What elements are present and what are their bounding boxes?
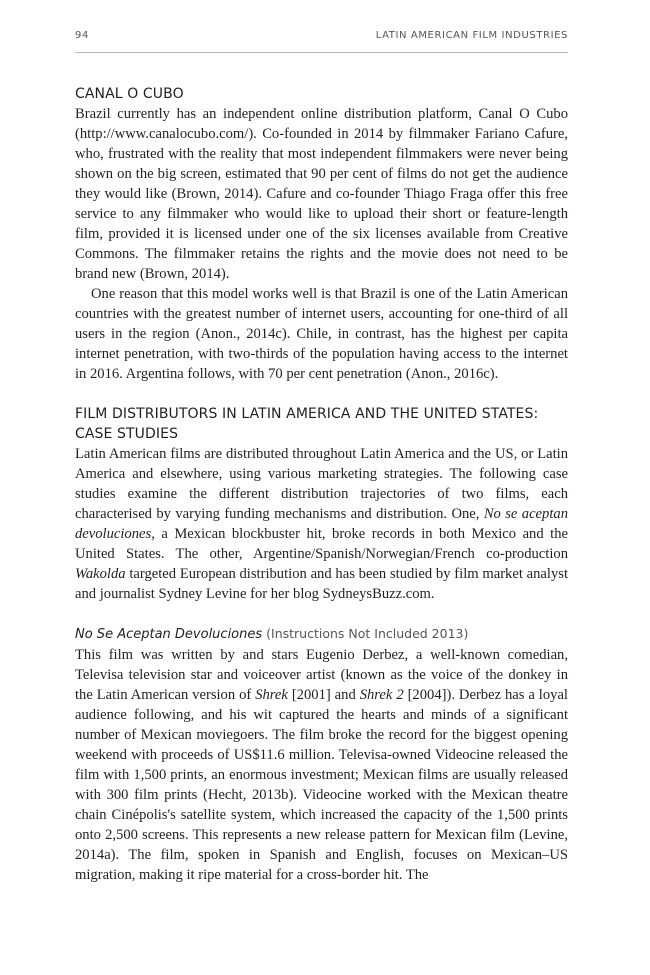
film-title-italic: No se aceptan devoluciones xyxy=(75,506,568,542)
text-run: [2004]). Derbez has a loyal audience following, and his wit captured the hearts and minds of a significant number of Mexican moviegoers. The film broke the record for the biggest opening weekend with proceeds of US$11.6 million. Televisa-owned Videocine released the film with 1,500 prints, an enormous investment; Mexican films are usually released with 300 film prints (Hecht, 2013b). Videocine worked with the Mexican theatre chain Cinépolis's satellite system, which increased the capacity of the 1,500 prints onto 2,500 screens. This represents a new release pattern for Mexican film (Levine, 2014a). The film, spoken in Spanish and English, focuses on Mexican–US migration, making it ripe material for a cross-border hit. The xyxy=(75,687,568,883)
section-heading-canal-o-cubo: CANAL O CUBO xyxy=(75,86,184,102)
page-body xyxy=(75,84,568,885)
film-title-italic: Shrek xyxy=(255,687,288,703)
paragraph-canal-o-cubo-2: One reason that this model works well is that Brazil is one of the Latin American countries with the greatest number of internet users, accounting for one-third of all users in the region (Anon., 2014c). Chile, in contrast, has the highest per capita internet penetration, with two-thirds of the population having access to the internet in 2016. Argentina follows, with 70 per cent penetration (Anon., 2016c). xyxy=(75,286,568,382)
text-run: targeted European distribution and has been studied by film market analyst and journalist Sydney Levine for her blog SydneysBuzz.com. xyxy=(75,566,568,602)
running-header xyxy=(75,30,568,50)
section-heading-film-distributors: FILM DISTRIBUTORS IN LATIN AMERICA AND THE UNITED STATES: CASE STUDIES xyxy=(75,406,539,442)
subsection-film-title: No Se Aceptan Devoluciones xyxy=(75,627,263,642)
page-number: 94 xyxy=(75,30,89,41)
paragraph-canal-o-cubo-1: Brazil currently has an independent online distribution platform, Canal O Cubo (http://www.canalocubo.com/). Co-founded in 2014 by filmmaker Fariano Cafure, who, frustrated with the reality that most independent filmmakers were never being shown on the big screen, estimated that 90 per cent of films do not get the audience they would like (Brown, 2014). Cafure and co-founder Thiago Fraga offer this free service to any filmmaker who would like to upload their short or feature-length film, provided it is licensed under one of the six licenses available from Creative Commons. The filmmaker retains the rights and the movie does not need to be brand new (Brown, 2014). xyxy=(75,106,568,282)
header-rule xyxy=(75,52,568,53)
text-run: , a Mexican blockbuster hit, broke records in both Mexico and the United States. The other, Argentine/Spanish/Norwegian/French co-production xyxy=(75,526,568,562)
text-run: This film was written by and stars Eugenio Derbez, a well-known comedian, Televisa television star and voiceover artist (known as the voice of the donkey in the Latin American version of xyxy=(75,647,568,703)
subsection-subtitle: (Instructions Not Included 2013) xyxy=(262,626,469,641)
paragraph-no-se-aceptan xyxy=(75,645,568,885)
paragraph-film-distributors xyxy=(75,444,568,604)
running-title: LATIN AMERICAN FILM INDUSTRIES xyxy=(375,30,568,41)
text-run: [2001] and xyxy=(287,687,360,703)
film-title-italic: Shrek 2 xyxy=(359,687,404,703)
text-run: Latin American films are distributed throughout Latin America and the US, or Latin America and elsewhere, using various marketing strategies. The following case studies examine the different distribution trajectories of two films, each characterised by varying funding mechanisms and distribution. One, xyxy=(75,446,568,522)
film-title-italic: Wakolda xyxy=(75,566,126,582)
subsection-heading xyxy=(75,624,568,645)
